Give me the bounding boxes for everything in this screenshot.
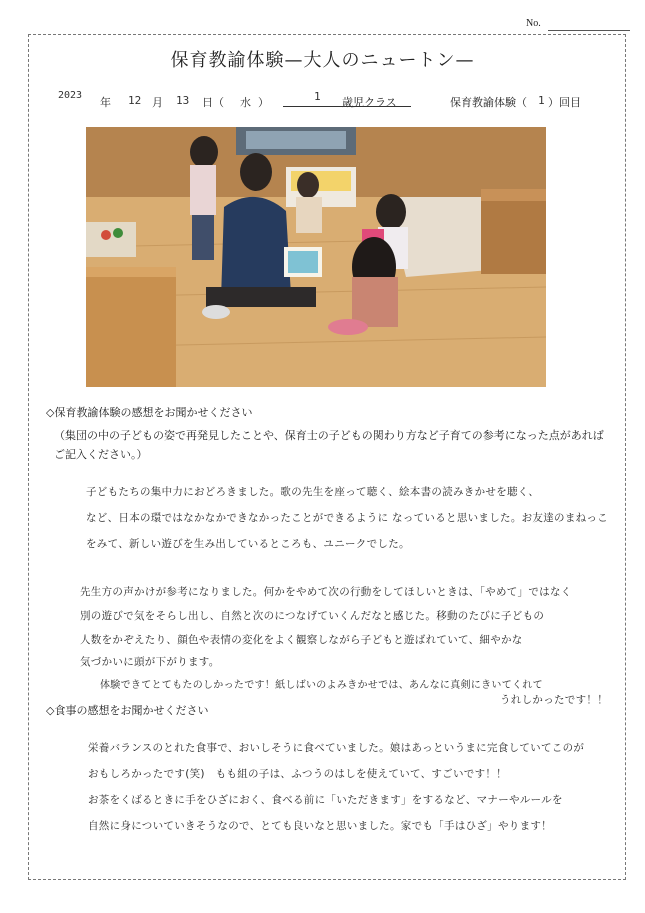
number-label: No. [526,18,541,29]
meal-line-1: 栄養バランスのとれた食事で、おいしそうに食べていました。娘はあっというまに完食していてこのが [88,742,585,754]
date-row [48,92,608,114]
impressions-instructions: （集団の中の子どもの姿で再発見したことや、保育士の子どもの関わり方など子育ての参考になった点があればご記入ください。） [54,429,604,461]
impressions-line-9: うれしかったです！！ [500,694,608,706]
meal-line-4: 自然に身についていきそうなので、とても良いなと思いました。家でも「手はひざ」やります！ [88,820,552,832]
year-handwritten: 2023 [58,90,83,101]
year-label: 年 [100,96,111,109]
page-title: 保育教諭体験—大人のニュートン— [170,50,475,71]
month-handwritten: 12 [128,94,142,107]
session-close: ）回目 [548,96,581,109]
weekday-handwritten: 水 [240,96,251,109]
month-label: 月 [152,96,163,109]
session-label: 保育教諭体験（ [450,96,527,109]
day-label: 日（ [202,96,224,109]
number-underline [548,30,630,31]
session-handwritten: 1 [538,94,545,107]
impressions-line-8: 体験できてとてもたのしかったです！紙しばいのよみきかせでは、あんなに真剣にきいてくれて [100,680,543,691]
impressions-line-6: 人数をかぞえたり、顔色や表情の変化をよく観察しながら子どもと遊ばれていて、細やかな [80,634,523,646]
class-label: 歳児クラス [342,96,397,109]
impressions-line-7: 気づかいに頭が下がります。 [80,656,220,668]
meal-line-2: おもしろかったです(笑) もも組の子は、ふつうのはしを使えていて、すごいです！！ [88,768,507,780]
day-handwritten: 13 [176,94,190,107]
weekday-close: ） [258,96,269,109]
impressions-line-1: 子どもたちの集中力におどろきました。歌の先生を座って聴く、絵本書の読みきかせを聴く、 [86,486,540,498]
impressions-heading: ◇保育教諭体験の感想をお聞かせください [46,406,253,419]
meal-line-3: お茶をくばるときに手をひざにおく、食べる前に「いただきます」をするなど、マナーやルールを [88,794,563,806]
impressions-line-4: 先生方の声かけが参考になりました。何かをやめて次の行動をしてほしいときは、「やめて」ではなく [80,586,572,598]
classroom-photo [86,127,546,387]
meal-heading: ◇食事の感想をお聞かせください [46,704,209,717]
impressions-line-3: をみて、新しい遊びを生み出しているところも、ユニークでした。 [86,538,410,550]
class-underline [283,106,411,107]
impressions-line-5: 別の遊びで気をそらし出し、自然と次のにつなげていくんだなと感じた。移動のたびに子どもの [80,610,545,622]
impressions-line-2: など、日本の環ではなかなかできなかったことができるように なっていると思いました。お友達のまねっこ [86,512,609,524]
age-handwritten: 1 [314,90,321,103]
